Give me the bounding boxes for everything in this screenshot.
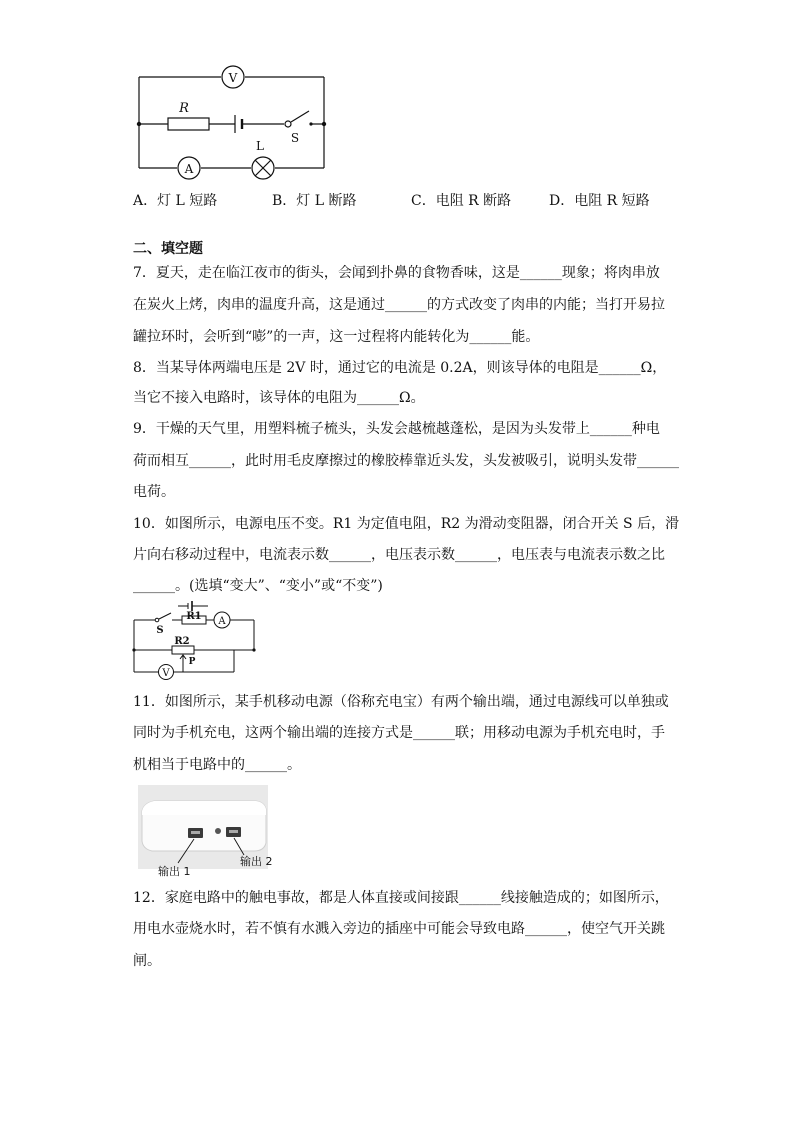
- circuit-figure-1: [130, 62, 330, 184]
- section-title: 二、填空题: [133, 241, 203, 257]
- r2-label: R2: [174, 636, 190, 647]
- q9-line-2: 荷而相互______，此时用毛皮摩擦过的橡胶棒靠近头发，头发被吸引，说明头发带______: [133, 453, 679, 469]
- output-2-label: 输出 2: [240, 855, 273, 868]
- lamp-label: L: [256, 139, 264, 153]
- q10-line-3: ______。(选填“变大”、“变小”或“不变”): [133, 578, 383, 594]
- circuit-figure-2: [130, 600, 260, 680]
- option-d: D．电阻 R 短路: [549, 193, 650, 209]
- q9-line-3: 电荷。: [133, 484, 175, 500]
- q12-line-2: 用电水壶烧水时，若不慎有水溅入旁边的插座中可能会导致电路______，使空气开关跳: [133, 921, 665, 937]
- q7-line-1: 7．夏天，走在临江夜市的街头，会闻到扑鼻的食物香味，这是______现象；将肉串放: [133, 265, 660, 281]
- resistor-label: R: [179, 101, 189, 116]
- q6-options: [133, 190, 733, 212]
- power-bank-figure: [138, 785, 278, 877]
- q11-line-3: 机相当于电路中的______。: [133, 757, 301, 773]
- q11-line-1: 11．如图所示，某手机移动电源（俗称充电宝）有两个输出端，通过电源线可以单独或: [133, 694, 669, 710]
- ammeter-label: A: [184, 162, 194, 176]
- switch-label: S: [156, 625, 164, 636]
- switch-label: S: [290, 131, 300, 145]
- q12-line-1: 12．家庭电路中的触电事故，都是人体直接或间接跟______线接触造成的；如图所示，: [133, 890, 669, 906]
- q7-line-3: 罐拉环时，会听到“嘭”的一声，这一过程将内能转化为______能。: [133, 329, 540, 345]
- voltmeter-label: V: [228, 71, 238, 85]
- q8-line-2: 当它不接入电路时，该导体的电阻为______Ω。: [133, 390, 425, 406]
- q11-line-2: 同时为手机充电，这两个输出端的连接方式是______联；用移动电源为手机充电时，手: [133, 725, 665, 741]
- q10-line-2: 片向右移动过程中，电流表示数______，电压表示数______，电压表与电流表示数之比: [133, 547, 665, 563]
- q10-line-1: 10．如图所示，电源电压不变。R1 为定值电阻，R2 为滑动变阻器，闭合开关 S 后，滑: [133, 516, 680, 532]
- q12-line-3: 闸。: [133, 953, 161, 969]
- output-1-label: 输出 1: [158, 865, 191, 877]
- q8-line-1: 8．当某导体两端电压是 2V 时，通过它的电流是 0.2A，则该导体的电阻是______Ω，: [133, 360, 667, 376]
- r1-label: R1: [186, 611, 202, 622]
- option-b: B．灯 L 断路: [272, 193, 357, 209]
- q7-line-2: 在炭火上烤，肉串的温度升高，这是通过______的方式改变了肉串的内能；当打开易拉: [133, 297, 665, 313]
- option-c: C．电阻 R 断路: [411, 193, 512, 209]
- slider-label: P: [188, 657, 196, 667]
- option-a: A．灯 L 短路: [133, 193, 218, 209]
- q9-line-1: 9．干燥的天气里，用塑料梳子梳头，头发会越梳越蓬松，是因为头发带上______种电: [133, 421, 660, 437]
- voltmeter-label: V: [162, 668, 170, 679]
- ammeter-label: A: [218, 616, 226, 627]
